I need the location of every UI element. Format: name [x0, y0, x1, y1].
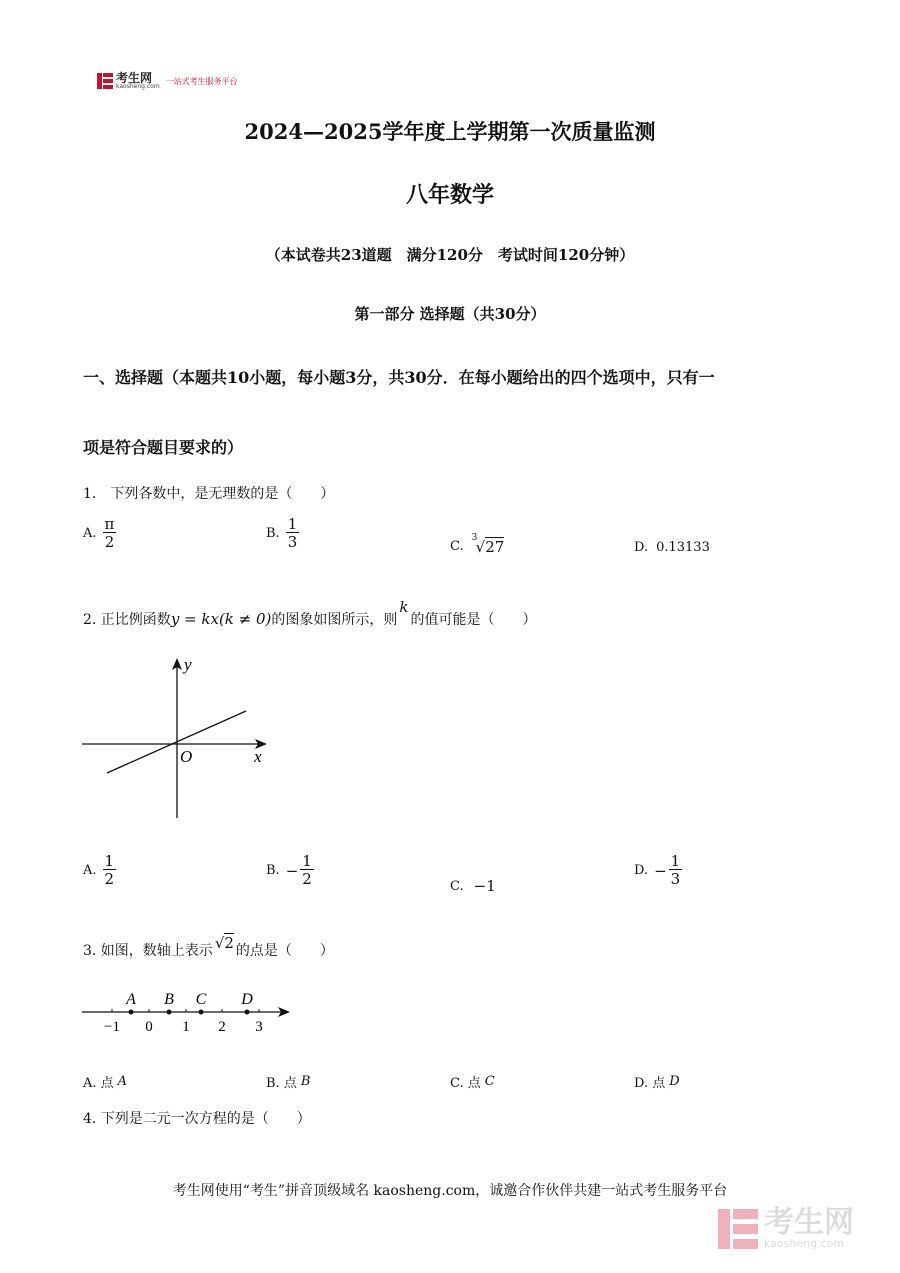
- q2-graph: [80, 650, 280, 825]
- q1-option-c: [450, 533, 505, 556]
- q2-d-fraction: [669, 854, 683, 887]
- q2-a-denominator: 2: [104, 870, 115, 888]
- section-heading-line1: 一、选择题（本题共10小题，每小题3分，共30分．在每小题给出的四个选项中，只有一: [83, 368, 715, 387]
- watermark: [718, 1205, 854, 1250]
- q2-stem-mid: 的图象如图所示，则: [271, 612, 398, 628]
- q3-c-point: C: [484, 1074, 495, 1089]
- q2-stem-post: 的值可能是（ ）: [410, 612, 537, 628]
- q3-sqrt: [215, 933, 234, 952]
- q2-option-d: [634, 854, 682, 887]
- logo-icon: [97, 73, 113, 89]
- q1-a-label: A.: [83, 526, 97, 541]
- q2-option-a: [83, 854, 116, 887]
- q2-a-label: A.: [83, 863, 97, 878]
- exam-note: （本试卷共23道题 满分120分 考试时间120分钟）: [265, 246, 635, 264]
- q1-b-label: B.: [266, 526, 280, 541]
- number-line-tick-label: 3: [255, 1019, 263, 1035]
- number-line-tick-label: 2: [218, 1019, 226, 1035]
- q2-option-c: [450, 877, 496, 895]
- number-line-tick-label: −1: [104, 1019, 120, 1035]
- x-axis-label: x: [254, 747, 262, 766]
- y-axis-label: y: [184, 655, 192, 674]
- q1-option-b: [266, 517, 299, 550]
- q2-b-numerator: 1: [302, 852, 312, 870]
- section-heading-line2: 项是符合题目要求的）: [83, 438, 244, 457]
- q2-d-denominator: 3: [670, 870, 681, 888]
- exam-subject: 八年数学: [405, 182, 494, 208]
- q3-c-label: C. 点: [450, 1076, 481, 1091]
- q1-c-cube-root: [471, 533, 505, 556]
- q1-option-a: [83, 517, 116, 550]
- q2-c-value: −1: [473, 877, 496, 895]
- q3-a-point: A: [117, 1074, 128, 1089]
- q2-option-b: [266, 854, 314, 887]
- number-line-point-label: A: [126, 991, 136, 1008]
- q2-c-label: C.: [450, 878, 464, 894]
- q2-equation: y = kx(k ≠ 0): [170, 610, 272, 628]
- q1-option-d: [634, 540, 710, 555]
- number-line-point: [129, 1010, 134, 1015]
- q1-c-root-index: 3: [471, 533, 478, 543]
- q2-b-sign: −: [285, 861, 299, 880]
- q2-b-fraction: [300, 854, 314, 887]
- q2-b-label: B.: [266, 863, 280, 878]
- q3-option-a: [83, 1072, 127, 1091]
- radical-icon: √: [214, 933, 225, 952]
- number-line-point-label: C: [195, 991, 207, 1008]
- q3-option-d: [634, 1072, 680, 1091]
- q3-option-c: [450, 1072, 495, 1091]
- q3-stem: [83, 933, 334, 960]
- number-line-tick-label: 0: [145, 1019, 153, 1035]
- q3-a-label: A. 点: [83, 1076, 114, 1091]
- logo-domain: kaosheng.com: [116, 83, 160, 90]
- number-line-point: [167, 1010, 172, 1015]
- q1-b-numerator: 1: [287, 515, 298, 533]
- q1-d-value: 0.13133: [656, 540, 710, 555]
- q2-a-fraction: [103, 854, 117, 887]
- q2-d-numerator: 1: [670, 852, 681, 870]
- q3-stem-pre: 3. 如图，数轴上表示: [83, 943, 213, 959]
- q1-stem: 1. 下列各数中，是无理数的是（ ）: [83, 486, 335, 502]
- q3-b-label: B. 点: [266, 1076, 297, 1091]
- q3-b-point: B: [300, 1074, 311, 1089]
- logo-slogan: 一站式考生服务平台: [165, 76, 238, 86]
- q1-c-label: C.: [450, 539, 464, 554]
- q2-a-numerator: 1: [104, 852, 115, 870]
- q1-a-denominator: 2: [104, 533, 115, 551]
- logo-name: 考生网: [116, 71, 153, 85]
- q3-stem-post: 的点是（ ）: [235, 943, 334, 959]
- number-line-point: [199, 1010, 204, 1015]
- site-logo: [97, 72, 238, 90]
- q1-c-radicand: 27: [485, 538, 505, 556]
- watermark-logo-icon: [718, 1209, 758, 1249]
- q2-b-denominator: 2: [302, 870, 312, 888]
- q1-b-denominator: 3: [287, 533, 298, 551]
- q2-d-sign: −: [654, 861, 667, 880]
- q1-b-fraction: [286, 517, 300, 550]
- q3-option-b: [266, 1072, 310, 1091]
- number-line-point-label: D: [241, 991, 253, 1008]
- q1-a-fraction: [103, 517, 117, 550]
- part-heading: 第一部分 选择题（共30分）: [354, 305, 546, 323]
- watermark-name: 考生网: [764, 1205, 854, 1240]
- q3-d-label: D. 点: [634, 1076, 666, 1091]
- q1-d-label: D.: [634, 540, 649, 555]
- q3-radicand: 2: [224, 933, 234, 952]
- q2-stem: [83, 598, 537, 629]
- watermark-domain: kaosheng.com: [764, 1237, 845, 1250]
- origin-label: O: [180, 747, 193, 766]
- q2-stem-pre: 2. 正比例函数: [83, 612, 171, 628]
- q3-number-line: [80, 985, 300, 1040]
- radical-icon: √: [475, 538, 486, 556]
- q2-k: k: [399, 598, 409, 616]
- footer-text: 考生网使用“考生”拼音顶级域名 kaosheng.com，诚邀合作伙伴共建一站式考生服务平台: [172, 1183, 728, 1199]
- number-line-point: [245, 1010, 250, 1015]
- q2-d-label: D.: [634, 863, 649, 878]
- number-line-tick-label: 1: [182, 1019, 190, 1035]
- q1-a-numerator: π: [104, 515, 115, 533]
- q3-d-point: D: [669, 1074, 680, 1089]
- q4-stem: 4. 下列是二元一次方程的是（ ）: [83, 1111, 311, 1127]
- exam-title: 2024—2025学年度上学期第一次质量监测: [244, 119, 656, 144]
- number-line-point-label: B: [164, 991, 174, 1008]
